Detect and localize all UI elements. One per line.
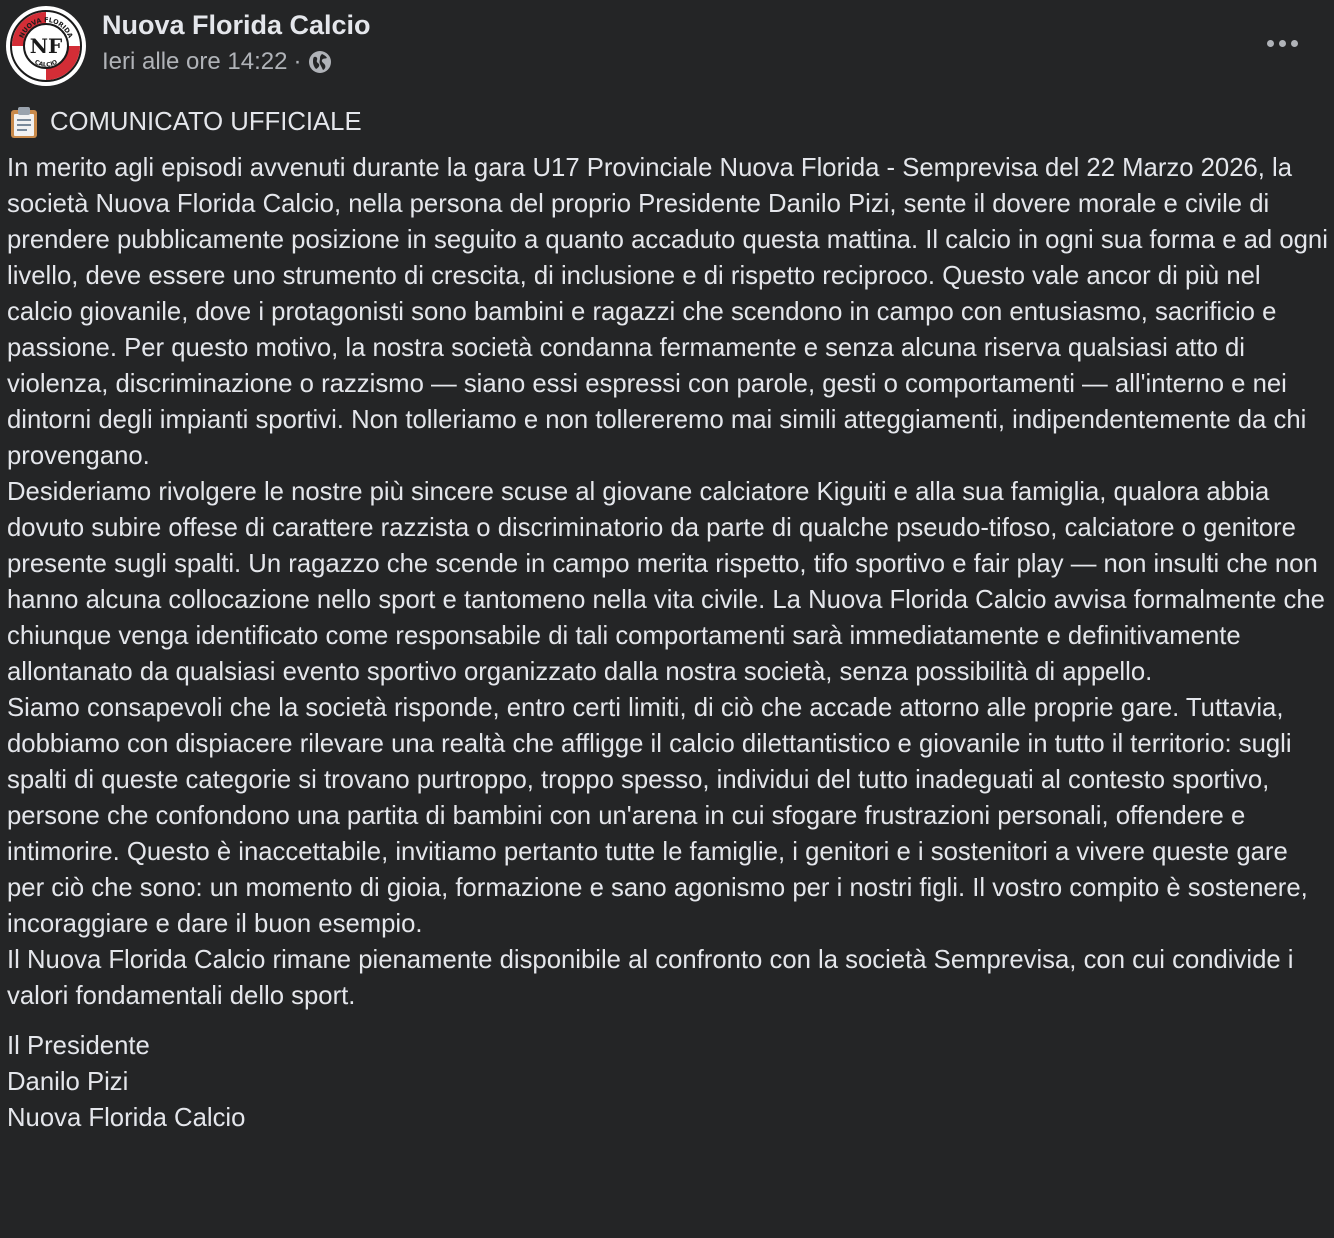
page-avatar[interactable] [6,6,86,86]
clipboard-icon [7,105,41,139]
club-logo [6,6,86,86]
post-timestamp[interactable]: Ieri alle ore 14:22 [102,48,288,75]
post-body [7,102,1329,1136]
post-paragraph: Desideriamo rivolgere le nostre più sincere scuse al giovane calciatore Kiguiti e alla sua famiglia, qualora abbia dovuto subire offese di carattere razzista o discriminatorio da parte di qualche pseudo-tifoso, calciatore o genitore presente sugli spalti. Un ragazzo che scende in campo merita rispetto, tifo sportivo e fair play — non insulti che non hanno alcuna collocazione nello sport e tantomeno nella vita civile. La Nuova Florida Calcio avvisa formalmente che chiunque venga identificato come responsabile di tali comportamenti sarà immediatamente e definitivamente allontanato da qualsiasi evento sportivo organizzato dalla nostra società, senza possibilità di appello. [7,478,1325,686]
post-signature [7,1028,1329,1136]
logo-text-top: NUOVA FLORIDA [17,15,75,40]
more-dot [1267,40,1274,47]
post-paragraph: Il Nuova Florida Calcio rimane pienamente disponibile al confronto con la società Semprevisa, con cui condivide i valori fondamentali dello sport. [7,946,1294,1010]
logo-monogram: NF [29,34,63,58]
signature-title: Il Presidente [7,1032,150,1060]
signature-club: Nuova Florida Calcio [7,1104,246,1132]
post-header [0,0,1334,96]
headline-text: COMUNICATO UFFICIALE [50,108,362,136]
post-headline [7,102,1329,142]
more-options-icon[interactable] [1256,26,1308,60]
signature-name: Danilo Pizi [7,1068,129,1096]
post-paragraph: Siamo consapevoli che la società risponde, entro certi limiti, di ciò che accade attorno alle proprie gare. Tuttavia, dobbiamo con dispiacere rilevare una realtà che affligge il calcio dilettantistico e giovanile in tutto il territorio: sugli spalti di queste categorie si trovano purtroppo, troppo spesso, individui del tutto inadeguati al contesto sportivo, persone che confondono una partita di bambini con un'arena in cui sfogare frustrazioni personali, offendere e intimorire. Questo è inaccettabile, invitiamo pertanto tutte le famiglie, i genitori e i sostenitori a vivere queste gare per ciò che sono: un momento di gioia, formazione e sano agonismo per i nostri figli. Il vostro compito è sostenere, incoraggiare e dare il buon esempio. [7,694,1308,938]
page-name-link[interactable]: Nuova Florida Calcio [102,10,371,40]
globe-icon[interactable] [307,49,333,75]
more-dot [1291,40,1298,47]
post-meta [102,45,333,79]
more-dot [1279,40,1286,47]
post-paragraph: In merito agli episodi avvenuti durante la gara U17 Provinciale Nuova Florida - Semprevisa del 22 Marzo 2026, la società Nuova Florida Calcio, nella persona del proprio Presidente Danilo Pizi, sente il dovere morale e civile di prendere pubblicamente posizione in seguito a quanto accaduto questa mattina. Il calcio in ogni sua forma e ad ogni livello, deve essere uno strumento di crescita, di inclusione e di rispetto reciproco. Questo vale ancor di più nel calcio giovanile, dove i protagonisti sono bambini e ragazzi che scendono in campo con entusiasmo, sacrificio e passione. Per questo motivo, la nostra società condanna fermamente e senza alcuna riserva qualsiasi atto di violenza, discriminazione o razzismo — siano essi espressi con parole, gesti o comportamenti — all'interno e nei dintorni degli impianti sportivi. Non tolleriamo e non tollereremo mai simili atteggiamenti, indipendentemente da chi provengano. [7,154,1328,470]
meta-separator: · [293,48,302,75]
logo-text-bottom: CALCIO [33,58,59,69]
